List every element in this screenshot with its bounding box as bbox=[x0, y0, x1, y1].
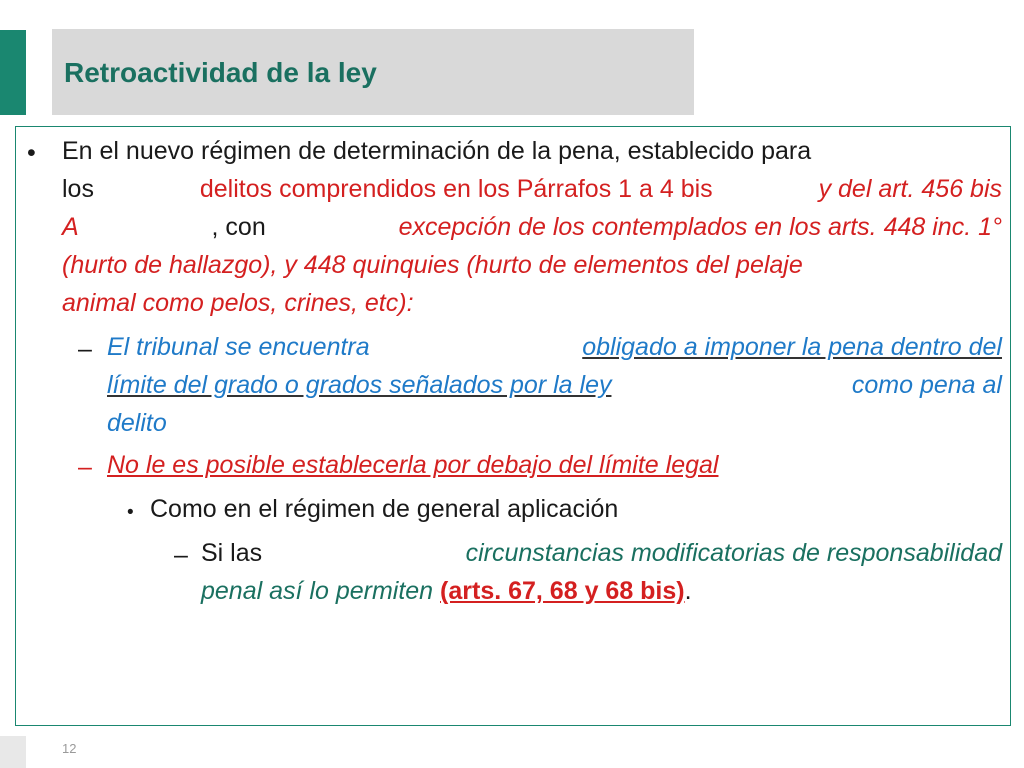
small-bullet-marker: • bbox=[127, 502, 134, 523]
accent-bar bbox=[0, 30, 26, 115]
dash-marker: – bbox=[78, 335, 92, 363]
dash-marker: – bbox=[174, 541, 188, 569]
paragraph-main-line-5 bbox=[62, 284, 1002, 322]
paragraph-si-las-line-2 bbox=[201, 572, 1002, 610]
dash-marker: – bbox=[78, 453, 92, 481]
text-segment: El tribunal se encuentra bbox=[107, 333, 370, 361]
text-como: Como en el régimen de general aplicación bbox=[150, 495, 619, 523]
highlight-arts-67-68: (arts. 67, 68 y 68 bis) bbox=[440, 577, 685, 605]
paragraph-main-line-2 bbox=[62, 170, 1002, 208]
bullet-marker: • bbox=[27, 139, 36, 167]
highlight-excepcion: excepción de los contemplados en los arts. 448 inc. 1° bbox=[398, 213, 1002, 241]
text-segment: , con bbox=[211, 213, 266, 241]
paragraph-main-line-1 bbox=[62, 132, 1002, 170]
highlight-circunstancias: circunstancias modificatorias de responsabilidad bbox=[465, 539, 1002, 567]
footer-block bbox=[0, 736, 26, 768]
underlined-obligado: obligado a imponer la pena dentro del bbox=[582, 333, 1002, 361]
underlined-limite: límite del grado o grados señalados por la ley bbox=[107, 371, 612, 399]
highlight-penal: penal así lo permiten bbox=[201, 577, 441, 605]
slide-title: Retroactividad de la ley bbox=[64, 57, 377, 88]
paragraph-main-line-3 bbox=[62, 208, 1002, 246]
paragraph-tribunal-line-1 bbox=[107, 328, 1002, 366]
text-segment: (hurto de hallazgo), y 448 quinquies (hurto de elementos del pelaje bbox=[62, 251, 803, 279]
text-segment: animal como pelos, crines, etc): bbox=[62, 289, 414, 317]
paragraph-tribunal bbox=[107, 328, 1002, 442]
text-segment: En el nuevo régimen de determinación de la pena, establecido para bbox=[62, 137, 812, 165]
highlight-art-456: y del art. 456 bis bbox=[818, 175, 1002, 203]
text-segment: delito bbox=[107, 409, 167, 437]
text-segment: Si las bbox=[201, 539, 263, 567]
paragraph-si-las-line-1 bbox=[201, 534, 1002, 572]
title-box bbox=[52, 29, 694, 115]
paragraph-no-posible bbox=[107, 446, 718, 484]
text-no-posible: No le es posible establecerla por debajo del límite legal bbox=[107, 451, 719, 479]
paragraph-tribunal-line-3 bbox=[107, 404, 1002, 442]
paragraph-como bbox=[150, 490, 618, 528]
highlight-delitos: delitos comprendidos en los Párrafos 1 a 4 bis bbox=[199, 175, 713, 203]
paragraph-main bbox=[62, 132, 1002, 322]
text-segment: los bbox=[62, 175, 94, 203]
text-segment: como pena al bbox=[851, 371, 1002, 399]
paragraph-main-line-4 bbox=[62, 246, 1002, 284]
highlight-letter-a: A bbox=[62, 213, 79, 241]
paragraph-si-las bbox=[201, 534, 1002, 610]
paragraph-tribunal-line-2 bbox=[107, 366, 1002, 404]
page-number: 12 bbox=[62, 741, 77, 756]
text-segment: . bbox=[684, 577, 692, 605]
